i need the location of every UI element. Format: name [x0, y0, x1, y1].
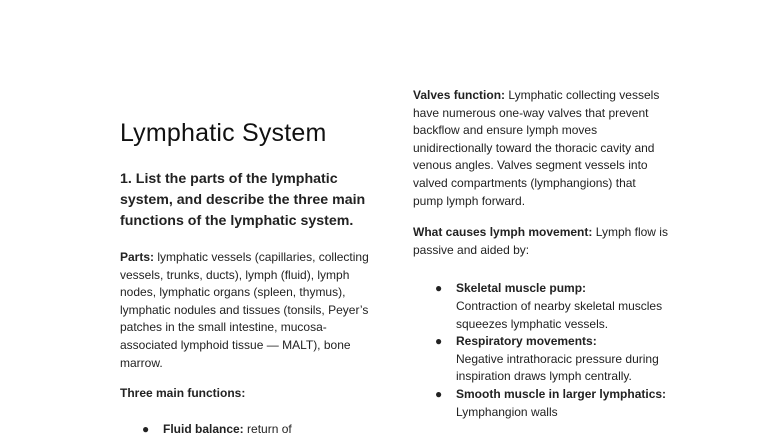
valves-text: Lymphatic collecting vessels have numerous one-way valves that prevent backflow and ensure lymph moves unidirectionally toward the thoracic cavity and venous angles. Valves segment vessels into valved compartments (lymphangions) that pump lymph forward. [413, 88, 660, 208]
movement-label: What causes lymph movement: [413, 225, 593, 240]
bullet-dot-icon: ● [435, 334, 443, 349]
valves-label: Valves function: [413, 88, 506, 102]
movement-text: Lymph flow is passive and aided by: [413, 225, 668, 257]
document-title: Lymphatic System [120, 119, 327, 147]
bullet-text: Lymphangion walls [456, 404, 558, 419]
parts-text: lymphatic vessels (capillaries, collecting vessels, trunks, ducts), lymph (fluid), lymph nodes, lymphatic organs (spleen, thymus), lymphatic nodules and tissues (tonsils, Peyer’s patches in the small intestine, mucosa-associated lymphoid tissue — MALT), bone marrow. [120, 250, 369, 370]
bullet-label: Smooth muscle in larger lymphatics: [456, 386, 667, 401]
bullet-label: Respiratory movements: [456, 334, 597, 349]
bullet-text: Contraction of nearby skeletal muscles squeezes lymphatic vessels. [456, 298, 663, 331]
bullet-text: Negative intrathoracic pressure during inspiration draws lymph centrally. [456, 351, 659, 384]
bullet-item-skeletal-pump [413, 280, 668, 333]
function-item-fluid-balance [120, 421, 370, 439]
movement-paragraph [413, 224, 668, 259]
function-label: Fluid balance: [163, 421, 244, 436]
bullet-dot-icon: ● [435, 281, 443, 296]
bullet-dot-icon: ● [142, 421, 150, 436]
bullet-item-respiratory [413, 333, 668, 386]
parts-paragraph [120, 249, 370, 372]
movement-bullet-list [413, 280, 668, 421]
question-heading: 1. List the parts of the lymphatic system, and describe the three main functions of the lymphatic system. [120, 171, 366, 229]
bullet-dot-icon: ● [435, 386, 443, 401]
parts-label: Parts: [120, 250, 155, 264]
function-text: return of [243, 421, 292, 436]
bullet-item-smooth-muscle [413, 386, 668, 421]
valves-paragraph [413, 87, 668, 210]
right-column [413, 87, 668, 421]
left-column [120, 118, 370, 438]
bullet-label: Skeletal muscle pump: [456, 281, 587, 296]
functions-label: Three main functions: [120, 386, 246, 401]
